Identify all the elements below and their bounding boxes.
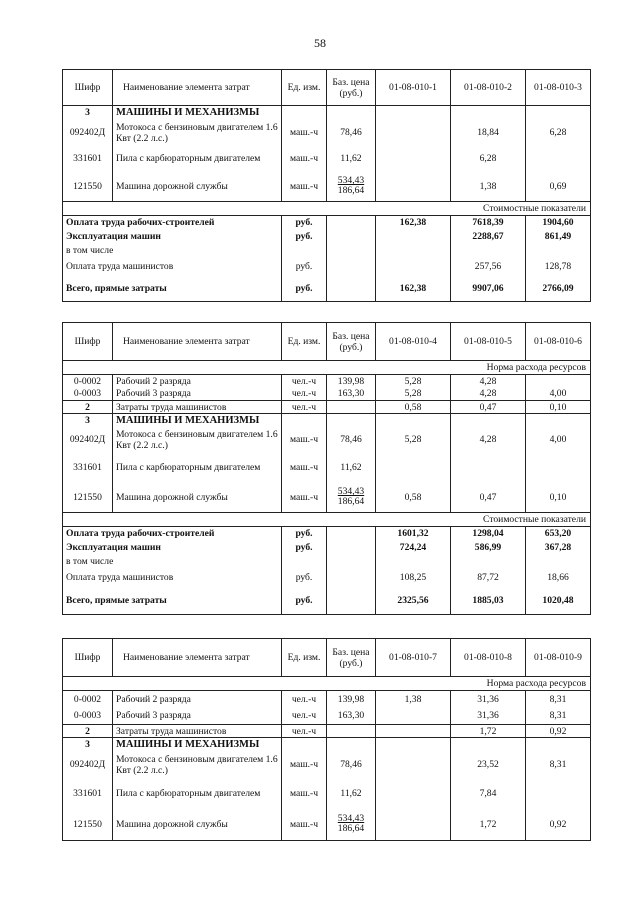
table-header-row [63,70,591,106]
band-row [63,202,591,216]
row-name: Затраты труда машинистов [113,725,282,738]
row-value-2: 0,47 [451,401,526,414]
table-row [63,120,591,146]
row-value-3 [526,146,591,172]
row-name: Мотокоса с бензиновым двигателем 1.6 Квт (2.2 л.с.) [113,120,282,146]
row-code: 0-0003 [63,388,113,401]
row-price: 11,62 [327,146,376,172]
row-price: 163,30 [327,388,376,401]
header-unit: Ед. изм. [282,323,327,361]
row-value-2: 1,72 [451,725,526,738]
summary-row [63,258,591,276]
row-value-1: 0,58 [376,483,451,513]
row-price: 139,98 [327,375,376,388]
header-name: Наименование элемента затрат [113,70,282,106]
header-code: Шифр [63,323,113,361]
page-number: 58 [314,36,326,50]
row-code: 0-0002 [63,375,113,388]
table-row [63,779,591,809]
row-unit: маш.-ч [282,146,327,172]
summary-label: Эксплуатация машин [63,230,282,244]
row-name: Рабочий 3 разряда [113,708,282,725]
summary-value-3: 861,49 [526,230,591,244]
row-price: 11,62 [327,779,376,809]
row-value-3: 4,00 [526,427,591,453]
row-price [327,809,376,841]
summary-label: Оплата труда рабочих-строителей [63,216,282,230]
row-value-2: 7,84 [451,779,526,809]
row-name: Пила с карбюраторным двигателем [113,146,282,172]
band-row [63,361,591,375]
row-code: 121550 [63,172,113,202]
summary-value-2: 7618,39 [451,216,526,230]
row-value-3: 8,31 [526,691,591,708]
summary-row [63,541,591,555]
row-value-2: 23,52 [451,751,526,779]
row-name: Рабочий 3 разряда [113,388,282,401]
section-title: МАШИНЫ И МЕХАНИЗМЫ [113,106,282,120]
summary-row [63,587,591,615]
row-price: 11,62 [327,453,376,483]
section-row [63,738,591,751]
table-row [63,708,591,725]
row-code: 2 [63,725,113,738]
resource-norm-label: Норма расхода ресурсов [63,361,591,375]
table-row [63,751,591,779]
band-row [63,677,591,691]
row-name: Машина дорожной службы [113,172,282,202]
row-code: 2 [63,401,113,414]
section-title: МАШИНЫ И МЕХАНИЗМЫ [113,738,282,751]
summary-unit: руб. [282,587,327,615]
price-numerator: 534,43 [337,486,365,498]
price-denominator: 186,64 [337,185,365,197]
row-unit: маш.-ч [282,453,327,483]
summary-row [63,230,591,244]
row-unit: чел.-ч [282,375,327,388]
summary-value-1 [376,230,451,244]
header-code: Шифр [63,70,113,106]
estimate-table-2 [62,322,591,615]
row-name: Мотокоса с бензиновым двигателем 1.6 Квт (2.2 л.с.) [113,427,282,453]
row-value-2: 1,38 [451,172,526,202]
row-value-1 [376,172,451,202]
header-col-2: 01-08-010-5 [451,323,526,361]
summary-value-2: 9907,06 [451,276,526,302]
summary-label: Оплата труда машинистов [63,258,282,276]
table-header-row [63,639,591,677]
summary-value-1: 1601,32 [376,527,451,541]
section-code: 3 [63,106,113,120]
row-unit: маш.-ч [282,483,327,513]
summary-value-3: 367,28 [526,541,591,555]
summary-label: Всего, прямые затраты [63,276,282,302]
header-col-1: 01-08-010-1 [376,70,451,106]
header-unit: Ед. изм. [282,70,327,106]
section-row [63,414,591,427]
summary-value-1: 162,38 [376,276,451,302]
row-unit: маш.-ч [282,779,327,809]
summary-unit: руб. [282,216,327,230]
row-value-3: 0,69 [526,172,591,202]
row-code: 092402Д [63,751,113,779]
header-name: Наименование элемента затрат [113,323,282,361]
row-value-3: 6,28 [526,120,591,146]
section-code: 3 [63,738,113,751]
row-code: 092402Д [63,120,113,146]
row-name: Пила с карбюраторным двигателем [113,453,282,483]
summary-unit: руб. [282,230,327,244]
row-value-3 [526,453,591,483]
summary-value-2: 1298,04 [451,527,526,541]
summary-row [63,216,591,230]
row-code: 121550 [63,809,113,841]
row-value-1 [376,809,451,841]
summary-value-1: 162,38 [376,216,451,230]
table-row [63,375,591,388]
price-numerator: 534,43 [337,175,365,187]
row-name: Рабочий 2 разряда [113,691,282,708]
row-value-1: 5,28 [376,375,451,388]
price-denominator: 186,64 [337,823,365,835]
estimate-table-1 [62,69,591,302]
header-price: Баз. цена (руб.) [327,323,376,361]
operators-row [63,401,591,414]
row-code: 331601 [63,146,113,172]
table-row [63,388,591,401]
table-row [63,172,591,202]
row-name: Машина дорожной службы [113,483,282,513]
row-code: 0-0003 [63,708,113,725]
summary-label: Оплата труда машинистов [63,569,282,587]
table-row [63,146,591,172]
row-name: Затраты труда машинистов [113,401,282,414]
cost-indicators-label: Стоимостные показатели [63,202,591,216]
summary-value-3: 128,78 [526,258,591,276]
row-value-3: 0,92 [526,725,591,738]
row-value-3: 0,10 [526,401,591,414]
row-unit: чел.-ч [282,401,327,414]
row-value-2: 0,47 [451,483,526,513]
summary-value-3: 1020,48 [526,587,591,615]
header-col-2: 01-08-010-2 [451,70,526,106]
row-value-2: 4,28 [451,427,526,453]
row-name: Рабочий 2 разряда [113,375,282,388]
row-value-1 [376,779,451,809]
table-row [63,691,591,708]
summary-unit: руб. [282,527,327,541]
header-price: Баз. цена (руб.) [327,639,376,677]
row-value-2 [451,453,526,483]
row-code: 121550 [63,483,113,513]
price-numerator: 534,43 [337,813,365,825]
summary-value-2: 257,56 [451,258,526,276]
summary-unit: руб. [282,569,327,587]
row-code: 331601 [63,779,113,809]
table-row [63,809,591,841]
section-code: 3 [63,414,113,427]
row-price: 139,98 [327,691,376,708]
row-price: 78,46 [327,120,376,146]
row-value-3 [526,779,591,809]
row-name: Машина дорожной службы [113,809,282,841]
summary-row [63,569,591,587]
row-unit: маш.-ч [282,427,327,453]
row-value-1: 0,58 [376,401,451,414]
summary-label: Оплата труда рабочих-строителей [63,527,282,541]
row-unit: чел.-ч [282,691,327,708]
summary-value-1 [376,258,451,276]
row-price: 78,46 [327,427,376,453]
table-row [63,483,591,513]
header-name: Наименование элемента затрат [113,639,282,677]
summary-value-3: 18,66 [526,569,591,587]
row-value-2: 31,36 [451,708,526,725]
row-unit: маш.-ч [282,120,327,146]
row-value-1: 5,28 [376,388,451,401]
row-price: 78,46 [327,751,376,779]
row-value-1 [376,725,451,738]
row-value-3: 0,92 [526,809,591,841]
summary-value-3: 653,20 [526,527,591,541]
row-code: 331601 [63,453,113,483]
header-code: Шифр [63,639,113,677]
row-unit: маш.-ч [282,751,327,779]
row-name: Пила с карбюраторным двигателем [113,779,282,809]
summary-value-2: 1885,03 [451,587,526,615]
row-code: 092402Д [63,427,113,453]
summary-row [63,555,591,569]
summary-value-3: 1904,60 [526,216,591,230]
table-row [63,427,591,453]
summary-value-1: 108,25 [376,569,451,587]
row-value-1 [376,708,451,725]
summary-unit: руб. [282,258,327,276]
row-value-3: 0,10 [526,483,591,513]
row-unit: чел.-ч [282,388,327,401]
row-value-3 [526,375,591,388]
summary-label: в том числе [63,555,282,569]
resource-norm-label: Норма расхода ресурсов [63,677,591,691]
row-value-1: 1,38 [376,691,451,708]
row-price [327,172,376,202]
row-unit: чел.-ч [282,708,327,725]
row-value-2: 31,36 [451,691,526,708]
section-title: МАШИНЫ И МЕХАНИЗМЫ [113,414,282,427]
header-col-3: 01-08-010-9 [526,639,591,677]
row-value-1 [376,120,451,146]
row-value-3: 8,31 [526,751,591,779]
summary-label: в том числе [63,244,282,258]
row-name: Мотокоса с бензиновым двигателем 1.6 Квт (2.2 л.с.) [113,751,282,779]
row-value-1: 5,28 [376,427,451,453]
summary-value-3: 2766,09 [526,276,591,302]
header-col-2: 01-08-010-8 [451,639,526,677]
section-row [63,106,591,120]
summary-value-2: 2288,67 [451,230,526,244]
header-unit: Ед. изм. [282,639,327,677]
row-unit: маш.-ч [282,172,327,202]
operators-row [63,725,591,738]
summary-unit: руб. [282,541,327,555]
summary-value-2: 87,72 [451,569,526,587]
estimate-table-3 [62,638,591,841]
summary-value-1: 724,24 [376,541,451,555]
summary-value-2: 586,99 [451,541,526,555]
row-value-2: 4,28 [451,375,526,388]
row-value-1 [376,453,451,483]
row-unit: маш.-ч [282,809,327,841]
summary-row [63,244,591,258]
band-row [63,513,591,527]
price-denominator: 186,64 [337,496,365,508]
summary-value-1: 2325,56 [376,587,451,615]
summary-label: Эксплуатация машин [63,541,282,555]
row-price [327,483,376,513]
row-value-2: 6,28 [451,146,526,172]
row-value-1 [376,751,451,779]
row-price: 163,30 [327,708,376,725]
header-col-3: 01-08-010-3 [526,70,591,106]
row-value-2: 4,28 [451,388,526,401]
header-price: Баз. цена (руб.) [327,70,376,106]
summary-unit: руб. [282,276,327,302]
row-value-3: 8,31 [526,708,591,725]
row-value-2: 18,84 [451,120,526,146]
summary-label: Всего, прямые затраты [63,587,282,615]
row-unit: чел.-ч [282,725,327,738]
row-value-3: 4,00 [526,388,591,401]
row-value-1 [376,146,451,172]
header-col-1: 01-08-010-7 [376,639,451,677]
summary-row [63,527,591,541]
summary-row [63,276,591,302]
cost-indicators-label: Стоимостные показатели [63,513,591,527]
row-value-2: 1,72 [451,809,526,841]
header-col-1: 01-08-010-4 [376,323,451,361]
header-col-3: 01-08-010-6 [526,323,591,361]
row-code: 0-0002 [63,691,113,708]
table-header-row [63,323,591,361]
table-row [63,453,591,483]
